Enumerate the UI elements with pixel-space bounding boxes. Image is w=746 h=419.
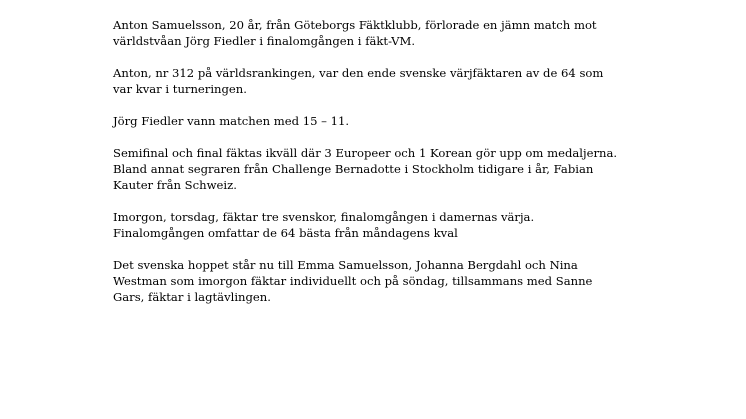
text-line: Kauter från Schweiz. xyxy=(113,178,237,192)
text-line: Finalomgången omfattar de 64 bästa från måndagens kval xyxy=(113,226,458,240)
text-line: Semifinal och final fäktas ikväll där 3 Europeer och 1 Korean gör upp om medaljerna. xyxy=(113,146,618,160)
paragraph-3 xyxy=(113,113,673,129)
text-line: Jörg Fiedler vann matchen med 15 – 11. xyxy=(113,114,350,128)
text-line: Imorgon, torsdag, fäktar tre svenskor, finalomgången i damernas värja. xyxy=(113,210,535,224)
article-body xyxy=(113,17,673,321)
text-line: var kvar i turneringen. xyxy=(113,82,247,96)
text-line: Westman som imorgon fäktar individuellt och på söndag, tillsammans med Sanne xyxy=(113,274,593,288)
paragraph-2 xyxy=(113,65,673,97)
text-line: Anton Samuelsson, 20 år, från Göteborgs Fäktklubb, förlorade en jämn match mot xyxy=(113,18,597,32)
text-line: världstvåan Jörg Fiedler i finalomgången i fäkt-VM. xyxy=(113,34,416,48)
paragraph-1 xyxy=(113,17,673,49)
text-line: Gars, fäktar i lagtävlingen. xyxy=(113,290,271,304)
paragraph-6 xyxy=(113,257,673,305)
text-line: Det svenska hoppet står nu till Emma Samuelsson, Johanna Bergdahl och Nina xyxy=(113,258,578,272)
paragraph-5 xyxy=(113,209,673,241)
text-line: Anton, nr 312 på världsrankingen, var den ende svenske värjfäktaren av de 64 som xyxy=(113,66,604,80)
text-line: Bland annat segraren från Challenge Bernadotte i Stockholm tidigare i år, Fabian xyxy=(113,162,594,176)
paragraph-4 xyxy=(113,145,673,193)
